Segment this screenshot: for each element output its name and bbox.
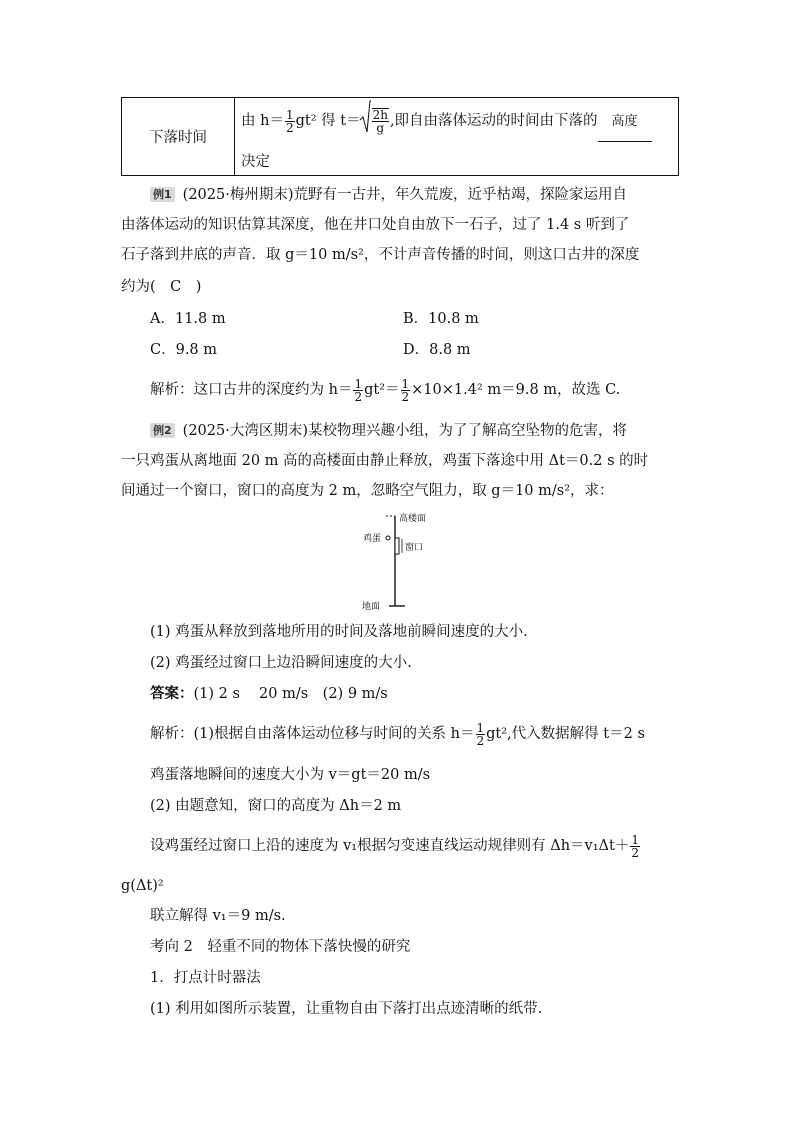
analysis-line4: 设鸡蛋经过窗口上沿的速度为 v₁根据匀变速直线运动规律则有 Δh＝v₁Δt＋ $\frac{1}{2}$: [150, 832, 639, 860]
analysis-line3: (2) 由题意知，窗口的高度为 Δh＝2 m: [150, 798, 402, 814]
question-1: (1) 鸡蛋从释放到落地所用的时间及落地前瞬间速度的大小.: [150, 624, 528, 640]
ground-label: 地面: [362, 602, 381, 612]
table-formula-line: 由 h＝ $\frac{1}{2}$ gt² 得 t＝ $\frac{2h}{g}$ ,即自由落体运动的时间由下落的 高度: [241, 102, 652, 142]
sqrt-expression: $\frac{2h}{g}$: [361, 102, 390, 140]
table-label: 下落时间: [149, 130, 207, 146]
section-item-1: 1．打点计时器法: [150, 970, 261, 986]
example1-line2: 由落体运动的知识估算其深度，他在井口处自由放下一石子，过了 1.4 s 听到了: [121, 217, 630, 233]
egg-label: 鸡蛋: [363, 534, 382, 544]
option-a: A．11.8 m: [150, 311, 226, 327]
example1-analysis: 解析：这口古井的深度约为 h＝ $\frac{1}{2}$ gt²＝ $\frac{1}{2}$ ×10×1.4² m＝9.8 m，故选 C.: [150, 376, 621, 404]
analysis-line2: 鸡蛋落地瞬间的速度大小为 v＝gt＝20 m/s: [150, 767, 431, 783]
egg-drop-figure: [355, 508, 465, 612]
example2-line2: 一只鸡蛋从离地面 20 m 高的高楼面由静止释放，鸡蛋下落途中用 Δt＝0.2 s 的时: [121, 453, 649, 469]
table-content-cell: [235, 98, 679, 176]
analysis-line1: 解析：(1)根据自由落体运动位移与时间的关系 h＝ $\frac{1}{2}$ gt²,代入数据解得 t＝2 s: [150, 720, 645, 748]
section-title: 考向 2 轻重不同的物体下落快慢的研究: [150, 939, 411, 955]
example1-line1: 例1 (2025·梅州期末)荒野有一古井，年久荒废，近乎枯竭，探险家运用自: [150, 185, 627, 205]
sqrt-symbol-icon: [359, 100, 371, 134]
egg-icon: [386, 536, 390, 540]
window-label: 窗口: [405, 543, 424, 553]
analysis-line6: 联立解得 v₁＝9 m/s.: [150, 908, 286, 924]
section-item-1-1: (1) 利用如图所示装置，让重物自由下落打出点迹清晰的纸带.: [150, 1001, 543, 1017]
table-line2: 决定: [241, 154, 270, 170]
option-c: C．9.8 m: [150, 342, 218, 358]
example2-tag: 例2: [150, 423, 175, 438]
answer-blank: 高度: [598, 103, 652, 142]
option-d: D．8.8 m: [403, 342, 471, 358]
answer-line: 答案：(1) 2 s 20 m/s (2) 9 m/s: [150, 686, 388, 702]
info-table: [121, 97, 679, 176]
window-rect: [395, 538, 399, 554]
example2-line3: 间通过一个窗口，窗口的高度为 2 m，忽略空气阻力，取 g＝10 m/s²，求：: [121, 483, 614, 499]
top-label: 高楼面: [399, 514, 427, 524]
fraction: $\frac{1}{2}$: [285, 107, 294, 135]
option-b: B．10.8 m: [403, 311, 479, 327]
analysis-line5: g(Δt)²: [121, 878, 164, 894]
example1-line3: 石子落到井底的声音．取 g＝10 m/s²，不计声音传播的时间，则这口古井的深度: [121, 247, 640, 263]
example1-tag: 例1: [150, 187, 175, 202]
example1-line4: 约为( C ): [121, 279, 202, 295]
table-label-cell: [122, 98, 235, 176]
question-2: (2) 鸡蛋经过窗口上边沿瞬间速度的大小.: [150, 655, 412, 671]
answer-label: 答案：: [150, 686, 194, 702]
example2-line1: 例2 (2025·大湾区期末)某校物理兴趣小组，为了了解高空坠物的危害，将: [150, 421, 627, 441]
